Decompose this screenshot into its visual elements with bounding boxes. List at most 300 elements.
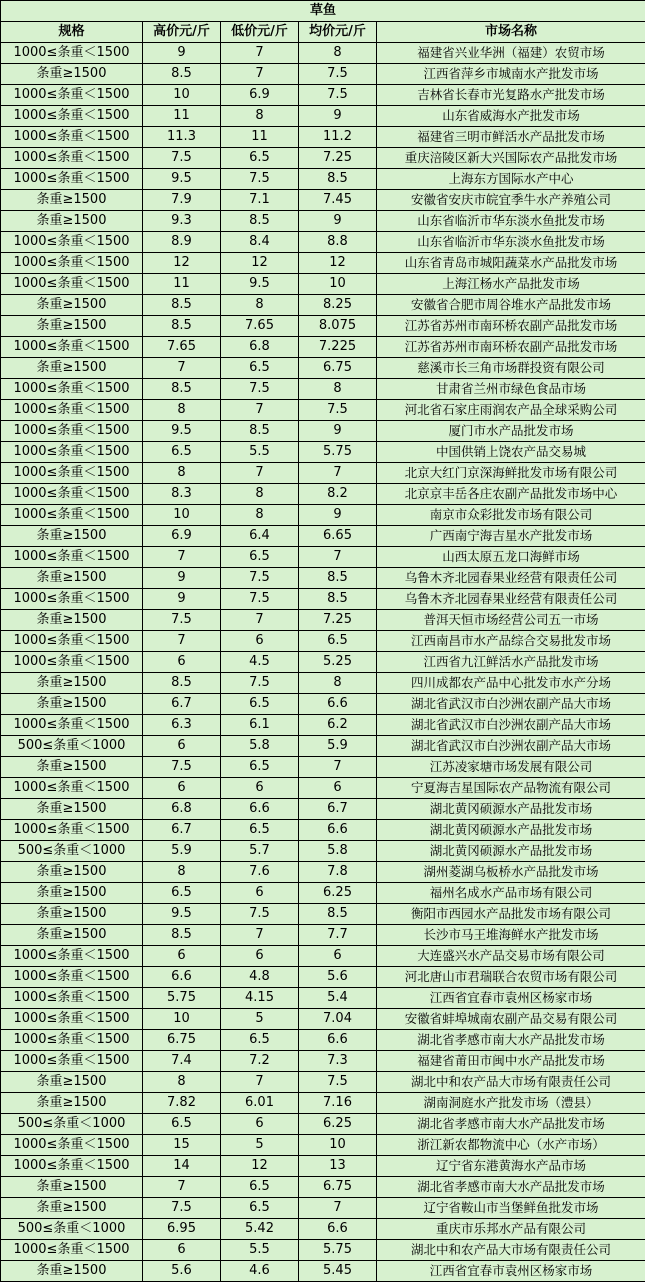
market-name-cell: 四川成都农产品中心批发市水产分场 [377, 673, 645, 694]
table-row [1, 43, 645, 64]
avg-price-cell: 7.5 [299, 64, 377, 85]
spec-cell: 条重≥1500 [1, 673, 143, 694]
low-price-cell: 4.6 [221, 1261, 299, 1282]
low-price-cell: 6.5 [221, 694, 299, 715]
avg-price-cell: 6.6 [299, 820, 377, 841]
high-price-cell: 5.6 [143, 1261, 221, 1282]
low-price-cell: 5.7 [221, 841, 299, 862]
table-body [1, 43, 645, 1282]
table-row [1, 148, 645, 169]
market-name-cell: 广西南宁海吉星水产批发市场 [377, 526, 645, 547]
spec-cell: 条重≥1500 [1, 925, 143, 946]
market-name-cell: 河北唐山市君瑞联合农贸市场有限公司 [377, 967, 645, 988]
spec-cell: 条重≥1500 [1, 1177, 143, 1198]
spec-cell: 1000≤条重＜1500 [1, 43, 143, 64]
avg-price-cell: 6 [299, 778, 377, 799]
spec-cell: 条重≥1500 [1, 904, 143, 925]
table-row [1, 568, 645, 589]
avg-price-cell: 6 [299, 946, 377, 967]
high-price-cell: 7.5 [143, 757, 221, 778]
spec-cell: 条重≥1500 [1, 1261, 143, 1282]
spec-cell: 条重≥1500 [1, 799, 143, 820]
avg-price-cell: 5.75 [299, 1240, 377, 1261]
market-name-cell: 江西省宜春市袁州区杨家市场 [377, 1261, 645, 1282]
low-price-cell: 7.5 [221, 589, 299, 610]
market-name-cell: 湖南洞庭水产批发市场（澧县） [377, 1093, 645, 1114]
avg-price-cell: 7.04 [299, 1009, 377, 1030]
market-name-cell: 重庆涪陵区新大兴国际农产品批发市场 [377, 148, 645, 169]
table-row [1, 925, 645, 946]
high-price-cell: 8.5 [143, 673, 221, 694]
high-price-cell: 6 [143, 736, 221, 757]
market-name-cell: 福建省兴业华洲（福建）农贸市场 [377, 43, 645, 64]
low-price-cell: 6.5 [221, 1198, 299, 1219]
market-name-cell: 山东省青岛市城阳蔬菜水产品批发市场 [377, 253, 645, 274]
low-price-cell: 7 [221, 64, 299, 85]
table-row [1, 1093, 645, 1114]
spec-cell: 1000≤条重＜1500 [1, 820, 143, 841]
avg-price-cell: 6.75 [299, 1177, 377, 1198]
table-row [1, 190, 645, 211]
spec-cell: 条重≥1500 [1, 211, 143, 232]
low-price-cell: 8 [221, 295, 299, 316]
spec-cell: 1000≤条重＜1500 [1, 631, 143, 652]
high-price-cell: 8 [143, 463, 221, 484]
table-row [1, 442, 645, 463]
avg-price-cell: 6.65 [299, 526, 377, 547]
market-name-cell: 普洱天恒市场经营公司五一市场 [377, 610, 645, 631]
table-row [1, 253, 645, 274]
market-name-cell: 江西省九江鲜活水产品批发市场 [377, 652, 645, 673]
low-price-cell: 5 [221, 1009, 299, 1030]
market-name-cell: 江西省宜春市袁州区杨家市场 [377, 988, 645, 1009]
market-name-cell: 厦门市水产品批发市场 [377, 421, 645, 442]
high-price-cell: 12 [143, 253, 221, 274]
spec-cell: 1000≤条重＜1500 [1, 253, 143, 274]
spec-cell: 1000≤条重＜1500 [1, 1009, 143, 1030]
avg-price-cell: 7.45 [299, 190, 377, 211]
market-name-cell: 上海东方国际水产中心 [377, 169, 645, 190]
spec-cell: 1000≤条重＜1500 [1, 127, 143, 148]
low-price-cell: 7 [221, 400, 299, 421]
table-row [1, 295, 645, 316]
spec-cell: 条重≥1500 [1, 1198, 143, 1219]
market-name-cell: 湖北省孝感市南大水产品批发市场 [377, 1177, 645, 1198]
low-price-cell: 7.5 [221, 673, 299, 694]
market-name-cell: 大连盛兴水产品交易市场有限公司 [377, 946, 645, 967]
table-row [1, 946, 645, 967]
market-name-cell: 江苏省苏州市南环桥农副产品批发市场 [377, 337, 645, 358]
market-name-cell: 山东省临沂市华东淡水鱼批发市场 [377, 211, 645, 232]
low-price-cell: 7.1 [221, 190, 299, 211]
low-price-cell: 6 [221, 946, 299, 967]
low-price-cell: 5.42 [221, 1219, 299, 1240]
market-name-cell: 湖北中和农产品大市场有限责任公司 [377, 1240, 645, 1261]
high-price-cell: 9 [143, 589, 221, 610]
market-name-cell: 甘肃省兰州市绿色食品市场 [377, 379, 645, 400]
avg-price-cell: 6.25 [299, 883, 377, 904]
table-row [1, 757, 645, 778]
table-row [1, 1198, 645, 1219]
spec-cell: 500≤条重＜1000 [1, 1219, 143, 1240]
avg-price-cell: 7 [299, 1198, 377, 1219]
low-price-cell: 7.2 [221, 1051, 299, 1072]
table-row [1, 841, 645, 862]
avg-price-cell: 9 [299, 106, 377, 127]
table-row [1, 673, 645, 694]
table-row [1, 505, 645, 526]
table-row [1, 736, 645, 757]
market-name-cell: 山东省临沂市华东淡水鱼批发市场 [377, 232, 645, 253]
spec-cell: 条重≥1500 [1, 694, 143, 715]
header-avg-price: 均价元/斤 [299, 22, 377, 43]
market-name-cell: 江苏省苏州市南环桥农副产品批发市场 [377, 316, 645, 337]
low-price-cell: 6.5 [221, 547, 299, 568]
market-name-cell: 湖北黄冈硕源水产品批发市场 [377, 799, 645, 820]
market-name-cell: 山西太原五龙口海鲜市场 [377, 547, 645, 568]
avg-price-cell: 10 [299, 274, 377, 295]
high-price-cell: 10 [143, 1009, 221, 1030]
market-name-cell: 浙江新农都物流中心（水产市场） [377, 1135, 645, 1156]
high-price-cell: 7.82 [143, 1093, 221, 1114]
high-price-cell: 11 [143, 274, 221, 295]
market-name-cell: 辽宁省东港黄海水产品市场 [377, 1156, 645, 1177]
table-row [1, 379, 645, 400]
high-price-cell: 6 [143, 946, 221, 967]
table-row [1, 358, 645, 379]
avg-price-cell: 8.5 [299, 568, 377, 589]
table-row [1, 169, 645, 190]
market-name-cell: 湖北中和农产品大市场有限责任公司 [377, 1072, 645, 1093]
high-price-cell: 7.9 [143, 190, 221, 211]
avg-price-cell: 9 [299, 505, 377, 526]
high-price-cell: 11 [143, 106, 221, 127]
avg-price-cell: 6.25 [299, 1114, 377, 1135]
low-price-cell: 6.9 [221, 85, 299, 106]
high-price-cell: 14 [143, 1156, 221, 1177]
avg-price-cell: 13 [299, 1156, 377, 1177]
high-price-cell: 7.5 [143, 610, 221, 631]
low-price-cell: 9.5 [221, 274, 299, 295]
low-price-cell: 6 [221, 778, 299, 799]
spec-cell: 条重≥1500 [1, 883, 143, 904]
avg-price-cell: 5.25 [299, 652, 377, 673]
avg-price-cell: 7.5 [299, 400, 377, 421]
spec-cell: 1000≤条重＜1500 [1, 652, 143, 673]
spec-cell: 1000≤条重＜1500 [1, 379, 143, 400]
low-price-cell: 7.5 [221, 379, 299, 400]
table-row [1, 1135, 645, 1156]
avg-price-cell: 8.2 [299, 484, 377, 505]
market-name-cell: 南京市众彩批发市场有限公司 [377, 505, 645, 526]
avg-price-cell: 8 [299, 379, 377, 400]
high-price-cell: 5.9 [143, 841, 221, 862]
spec-cell: 1000≤条重＜1500 [1, 1051, 143, 1072]
avg-price-cell: 7.16 [299, 1093, 377, 1114]
low-price-cell: 7 [221, 43, 299, 64]
avg-price-cell: 7.3 [299, 1051, 377, 1072]
high-price-cell: 8.5 [143, 316, 221, 337]
high-price-cell: 7 [143, 547, 221, 568]
table-row [1, 1114, 645, 1135]
high-price-cell: 10 [143, 505, 221, 526]
low-price-cell: 4.8 [221, 967, 299, 988]
spec-cell: 条重≥1500 [1, 757, 143, 778]
low-price-cell: 6.4 [221, 526, 299, 547]
low-price-cell: 7.65 [221, 316, 299, 337]
high-price-cell: 6.6 [143, 967, 221, 988]
table-row [1, 400, 645, 421]
spec-cell: 条重≥1500 [1, 568, 143, 589]
avg-price-cell: 7 [299, 757, 377, 778]
table-row [1, 547, 645, 568]
avg-price-cell: 10 [299, 1135, 377, 1156]
high-price-cell: 8.5 [143, 925, 221, 946]
spec-cell: 1000≤条重＜1500 [1, 463, 143, 484]
low-price-cell: 7.5 [221, 568, 299, 589]
avg-price-cell: 7.225 [299, 337, 377, 358]
high-price-cell: 9.5 [143, 904, 221, 925]
spec-cell: 条重≥1500 [1, 862, 143, 883]
table-row [1, 274, 645, 295]
table-row [1, 904, 645, 925]
spec-cell: 条重≥1500 [1, 295, 143, 316]
low-price-cell: 6 [221, 631, 299, 652]
high-price-cell: 8.5 [143, 64, 221, 85]
market-name-cell: 乌鲁木齐北园春果业经营有限责任公司 [377, 589, 645, 610]
high-price-cell: 6 [143, 1240, 221, 1261]
avg-price-cell: 6.2 [299, 715, 377, 736]
header-high-price: 高价元/斤 [143, 22, 221, 43]
low-price-cell: 7 [221, 610, 299, 631]
market-name-cell: 重庆市乐邦水产品有限公司 [377, 1219, 645, 1240]
high-price-cell: 6.75 [143, 1030, 221, 1051]
table-row [1, 421, 645, 442]
table-row [1, 1051, 645, 1072]
low-price-cell: 6.5 [221, 1030, 299, 1051]
avg-price-cell: 8.075 [299, 316, 377, 337]
low-price-cell: 5.5 [221, 1240, 299, 1261]
table-row [1, 211, 645, 232]
low-price-cell: 8.4 [221, 232, 299, 253]
low-price-cell: 7 [221, 463, 299, 484]
market-name-cell: 北京京丰岳各庄农副产品批发市场中心 [377, 484, 645, 505]
table-row [1, 127, 645, 148]
low-price-cell: 7.5 [221, 904, 299, 925]
high-price-cell: 7.5 [143, 1198, 221, 1219]
low-price-cell: 5.8 [221, 736, 299, 757]
avg-price-cell: 8 [299, 43, 377, 64]
spec-cell: 1000≤条重＜1500 [1, 400, 143, 421]
market-name-cell: 江西省萍乡市城南水产批发市场 [377, 64, 645, 85]
market-name-cell: 湖北黄冈硕源水产品批发市场 [377, 841, 645, 862]
high-price-cell: 6.8 [143, 799, 221, 820]
table-row [1, 1072, 645, 1093]
market-name-cell: 福建省莆田市闽中水产品批发市场 [377, 1051, 645, 1072]
table-row [1, 1219, 645, 1240]
avg-price-cell: 9 [299, 211, 377, 232]
avg-price-cell: 7.5 [299, 85, 377, 106]
spec-cell: 1000≤条重＜1500 [1, 1030, 143, 1051]
high-price-cell: 6.5 [143, 442, 221, 463]
high-price-cell: 6 [143, 778, 221, 799]
low-price-cell: 11 [221, 127, 299, 148]
market-name-cell: 北京大红门京深海鲜批发市场有限公司 [377, 463, 645, 484]
high-price-cell: 9 [143, 568, 221, 589]
avg-price-cell: 8.5 [299, 169, 377, 190]
market-name-cell: 江苏凌家塘市场发展有限公司 [377, 757, 645, 778]
low-price-cell: 6 [221, 1114, 299, 1135]
avg-price-cell: 7.25 [299, 610, 377, 631]
table-row [1, 106, 645, 127]
market-name-cell: 安徽省蚌埠城南农副产品交易有限公司 [377, 1009, 645, 1030]
high-price-cell: 6.5 [143, 883, 221, 904]
table-row [1, 799, 645, 820]
table-row [1, 589, 645, 610]
spec-cell: 条重≥1500 [1, 1093, 143, 1114]
spec-cell: 1000≤条重＜1500 [1, 505, 143, 526]
market-name-cell: 河北省石家庄雨润农产品全球采购公司 [377, 400, 645, 421]
high-price-cell: 8.5 [143, 295, 221, 316]
table-row [1, 85, 645, 106]
low-price-cell: 6.5 [221, 1177, 299, 1198]
avg-price-cell: 7 [299, 463, 377, 484]
avg-price-cell: 7.7 [299, 925, 377, 946]
high-price-cell: 6.95 [143, 1219, 221, 1240]
low-price-cell: 12 [221, 253, 299, 274]
table-row [1, 1240, 645, 1261]
avg-price-cell: 8 [299, 673, 377, 694]
market-name-cell: 衡阳市西园水产品批发市场有限公司 [377, 904, 645, 925]
market-name-cell: 长沙市马王堆海鲜水产批发市场 [377, 925, 645, 946]
header-market-name: 市场名称 [377, 22, 645, 43]
low-price-cell: 8 [221, 106, 299, 127]
high-price-cell: 5.75 [143, 988, 221, 1009]
spec-cell: 1000≤条重＜1500 [1, 169, 143, 190]
low-price-cell: 6.5 [221, 148, 299, 169]
avg-price-cell: 12 [299, 253, 377, 274]
high-price-cell: 6.5 [143, 1114, 221, 1135]
spec-cell: 条重≥1500 [1, 190, 143, 211]
spec-cell: 1000≤条重＜1500 [1, 274, 143, 295]
avg-price-cell: 5.45 [299, 1261, 377, 1282]
table-row [1, 484, 645, 505]
table-row [1, 820, 645, 841]
high-price-cell: 8.3 [143, 484, 221, 505]
high-price-cell: 7 [143, 358, 221, 379]
spec-cell: 1000≤条重＜1500 [1, 442, 143, 463]
avg-price-cell: 8.25 [299, 295, 377, 316]
high-price-cell: 15 [143, 1135, 221, 1156]
spec-cell: 条重≥1500 [1, 64, 143, 85]
avg-price-cell: 6.6 [299, 1219, 377, 1240]
market-name-cell: 江西南昌市水产品综合交易批发市场 [377, 631, 645, 652]
avg-price-cell: 5.75 [299, 442, 377, 463]
low-price-cell: 6.5 [221, 358, 299, 379]
avg-price-cell: 7.8 [299, 862, 377, 883]
high-price-cell: 11.3 [143, 127, 221, 148]
table-row [1, 883, 645, 904]
market-name-cell: 湖北省武汉市白沙洲农副产品大市场 [377, 694, 645, 715]
high-price-cell: 9.3 [143, 211, 221, 232]
avg-price-cell: 7.5 [299, 1072, 377, 1093]
spec-cell: 1000≤条重＜1500 [1, 715, 143, 736]
avg-price-cell: 5.6 [299, 967, 377, 988]
high-price-cell: 9 [143, 43, 221, 64]
high-price-cell: 8 [143, 400, 221, 421]
low-price-cell: 6.8 [221, 337, 299, 358]
spec-cell: 条重≥1500 [1, 316, 143, 337]
market-name-cell: 湖北省孝感市南大水产品批发市场 [377, 1030, 645, 1051]
market-name-cell: 乌鲁木齐北园春果业经营有限责任公司 [377, 568, 645, 589]
table-row [1, 778, 645, 799]
table-row [1, 1030, 645, 1051]
low-price-cell: 4.5 [221, 652, 299, 673]
table-row [1, 337, 645, 358]
table-row [1, 1156, 645, 1177]
spec-cell: 1000≤条重＜1500 [1, 148, 143, 169]
market-name-cell: 安徽省合肥市周谷堆水产品批发市场 [377, 295, 645, 316]
spec-cell: 1000≤条重＜1500 [1, 967, 143, 988]
market-name-cell: 湖北省孝感市南大水产品批发市场 [377, 1114, 645, 1135]
low-price-cell: 7 [221, 1072, 299, 1093]
avg-price-cell: 6.7 [299, 799, 377, 820]
table-row [1, 988, 645, 1009]
low-price-cell: 7.5 [221, 169, 299, 190]
header-spec: 规格 [1, 22, 143, 43]
spec-cell: 1000≤条重＜1500 [1, 988, 143, 1009]
table-row [1, 316, 645, 337]
high-price-cell: 6.9 [143, 526, 221, 547]
low-price-cell: 5 [221, 1135, 299, 1156]
spec-cell: 1000≤条重＜1500 [1, 778, 143, 799]
header-row [1, 22, 645, 43]
table-title: 草鱼 [1, 1, 645, 22]
avg-price-cell: 5.4 [299, 988, 377, 1009]
table-row [1, 715, 645, 736]
spec-cell: 1000≤条重＜1500 [1, 1156, 143, 1177]
low-price-cell: 12 [221, 1156, 299, 1177]
avg-price-cell: 7.25 [299, 148, 377, 169]
market-name-cell: 安徽省安庆市皖宜季牛水产养殖公司 [377, 190, 645, 211]
market-name-cell: 山东省威海水产批发市场 [377, 106, 645, 127]
avg-price-cell: 6.6 [299, 694, 377, 715]
low-price-cell: 8 [221, 505, 299, 526]
high-price-cell: 9.5 [143, 421, 221, 442]
market-name-cell: 吉林省长春市光复路水产批发市场 [377, 85, 645, 106]
low-price-cell: 6.5 [221, 820, 299, 841]
high-price-cell: 8.5 [143, 379, 221, 400]
market-name-cell: 辽宁省鞍山市当堡鲜鱼批发市场 [377, 1198, 645, 1219]
avg-price-cell: 8.5 [299, 589, 377, 610]
table-row [1, 694, 645, 715]
high-price-cell: 8 [143, 1072, 221, 1093]
table-row [1, 1177, 645, 1198]
low-price-cell: 5.5 [221, 442, 299, 463]
spec-cell: 1000≤条重＜1500 [1, 106, 143, 127]
spec-cell: 1000≤条重＜1500 [1, 337, 143, 358]
low-price-cell: 7 [221, 925, 299, 946]
title-row [1, 1, 645, 22]
high-price-cell: 6.3 [143, 715, 221, 736]
avg-price-cell: 7 [299, 547, 377, 568]
low-price-cell: 6.5 [221, 757, 299, 778]
spec-cell: 条重≥1500 [1, 1072, 143, 1093]
market-name-cell: 福州名成水产品市场有限公司 [377, 883, 645, 904]
spec-cell: 500≤条重＜1000 [1, 1114, 143, 1135]
avg-price-cell: 5.9 [299, 736, 377, 757]
high-price-cell: 7 [143, 1177, 221, 1198]
